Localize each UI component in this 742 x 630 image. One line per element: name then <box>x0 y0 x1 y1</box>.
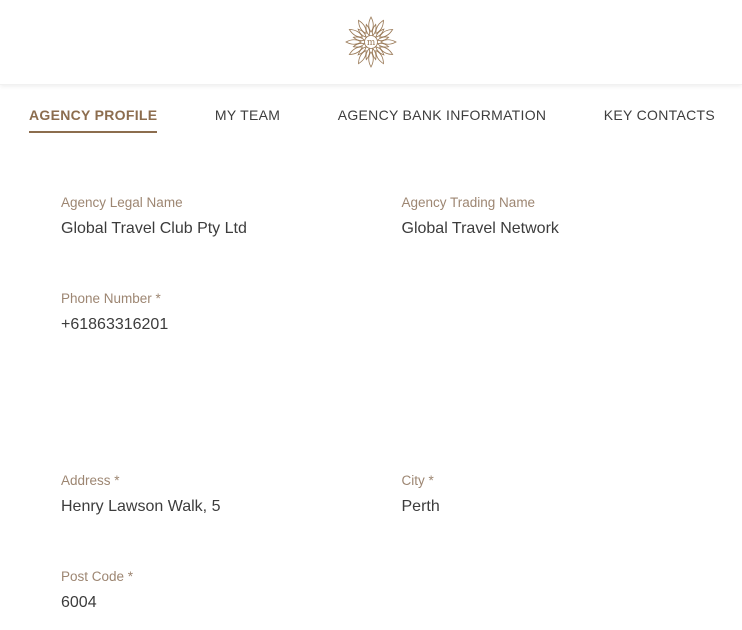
agency-profile-form <box>0 133 742 612</box>
tab-agency-bank-information[interactable]: AGENCY BANK INFORMATION <box>337 107 547 123</box>
agency-legal-name-value[interactable]: Global Travel Club Pty Ltd <box>61 220 247 237</box>
agency-legal-name-field <box>61 195 402 238</box>
agency-trading-name-value[interactable]: Global Travel Network <box>401 220 559 237</box>
city-value[interactable]: Perth <box>401 498 440 515</box>
post-code-value[interactable]: 6004 <box>61 594 97 611</box>
tab-key-contacts[interactable]: KEY CONTACTS <box>603 107 715 123</box>
form-row-address-city <box>61 473 742 516</box>
form-row-postcode <box>61 569 742 612</box>
form-row-phone <box>61 291 742 334</box>
phone-number-field <box>61 291 412 334</box>
header <box>0 0 742 85</box>
form-gap <box>61 387 742 473</box>
form-row-names <box>61 195 742 238</box>
city-field <box>402 473 742 516</box>
tab-my-team[interactable]: MY TEAM <box>214 107 281 123</box>
address-label: Address * <box>61 473 120 488</box>
tab-agency-profile[interactable]: AGENCY PROFILE <box>29 107 157 133</box>
agency-trading-name-field <box>402 195 742 238</box>
city-label: City * <box>401 473 434 488</box>
address-value[interactable]: Henry Lawson Walk, 5 <box>61 498 221 515</box>
address-field <box>61 473 402 516</box>
post-code-field <box>61 569 412 612</box>
agency-legal-name-label: Agency Legal Name <box>61 195 183 210</box>
phone-number-value[interactable]: +61863316201 <box>61 316 169 333</box>
agency-trading-name-label: Agency Trading Name <box>401 195 536 210</box>
phone-number-label: Phone Number * <box>61 291 161 306</box>
post-code-label: Post Code * <box>61 569 134 584</box>
logo-monogram: m <box>366 38 376 49</box>
tab-navigation <box>0 85 742 133</box>
rosette-mandala-logo-icon <box>345 16 397 68</box>
